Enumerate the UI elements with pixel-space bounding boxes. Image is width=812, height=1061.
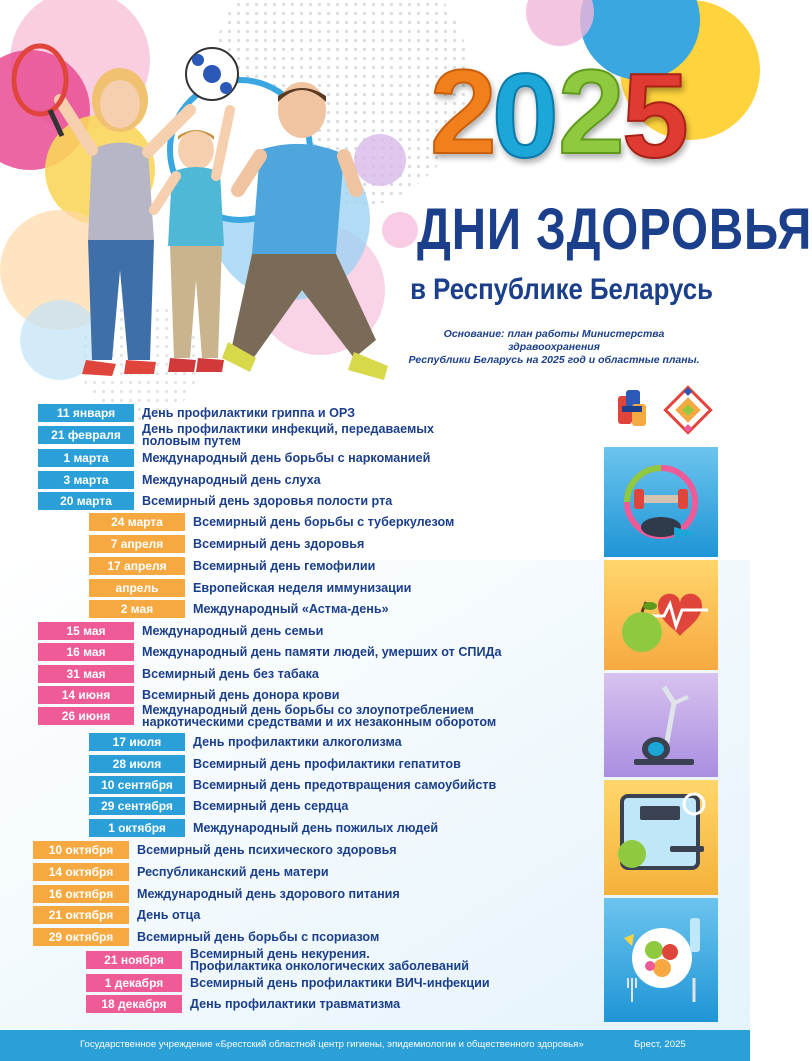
event-title-line: Всемирный день борьбы с псориазом [137,930,380,944]
event-title-line: Международный день борьбы со злоупотреблением [142,703,474,717]
event-title-line: Европейская неделя иммунизации [193,581,412,595]
event-title [190,948,469,972]
event-title [193,736,402,748]
event-date: 26 июня [38,707,134,725]
event-row [86,995,400,1013]
event-date: 18 декабря [86,995,182,1013]
year-digit: 5 [622,49,689,183]
event-row [38,686,340,704]
event-row [33,885,400,903]
event-title [137,909,200,921]
event-row [38,643,502,661]
event-title-line: Всемирный день профилактики гепатитов [193,757,461,771]
event-title-line: Международный день памяти людей, умерших от СПИДа [142,645,502,659]
event-date: апрель [89,579,185,597]
event-row [33,906,200,924]
event-date: 21 февраля [38,426,134,444]
event-title-line: Всемирный день некурения. [190,947,370,961]
event-date: 2 мая [89,600,185,618]
event-title-line: Международный день слуха [142,473,321,487]
exercise-machine-icon [604,673,718,777]
event-title-line: Республиканский день матери [137,865,329,879]
event-row [89,579,411,597]
event-title [193,779,496,791]
footer-place-year: Брест, 2025 [634,1039,686,1050]
food-panel [604,898,718,1022]
event-date: 28 июля [89,755,185,773]
event-title-line: Международный день семьи [142,624,324,638]
event-date: 3 марта [38,471,134,489]
event-title [142,704,496,728]
year-digit: 0 [492,49,559,183]
basis-note-line: Основание: план работы Министерства здравоохранения [443,328,665,353]
event-date: 17 июля [89,733,185,751]
logos [612,386,722,434]
event-date: 29 октября [33,928,129,946]
event-title-line: Всемирный день гемофилии [193,559,376,573]
event-date: 16 октября [33,885,129,903]
event-row [89,557,375,575]
event-row [38,404,355,422]
event-date: 29 сентября [89,797,185,815]
event-title-line: Всемирный день борьбы с туберкулезом [193,515,455,529]
heart-panel [604,560,718,670]
scales-icon [604,780,718,895]
event-row [38,471,321,489]
event-date: 1 марта [38,449,134,467]
event-title-line: День профилактики алкоголизма [193,735,402,749]
heart-apple-icon [604,560,718,670]
event-date: 1 декабря [86,974,182,992]
event-title [193,800,348,812]
event-title [193,822,438,834]
event-date: 16 мая [38,643,134,661]
event-date: 11 января [38,404,134,422]
event-row [33,841,397,859]
fitness-panel [604,447,718,557]
event-date: 14 октября [33,863,129,881]
event-row [86,947,470,973]
event-date: 14 июня [38,686,134,704]
event-title-line: Всемирный день донора крови [142,688,340,702]
event-row [38,703,497,729]
event-title [142,495,392,507]
event-title [137,844,397,856]
event-title-line: Международный день здорового питания [137,887,400,901]
event-row [89,535,364,553]
event-title-line: Всемирный день профилактики ВИЧ-инфекции [190,976,490,990]
event-title [142,474,321,486]
event-row [38,422,435,448]
event-row [89,776,496,794]
page-title: ДНИ ЗДОРОВЬЯ [417,197,812,262]
event-title-line: День отца [137,908,201,922]
event-title-line: День профилактики гриппа и ОРЗ [142,406,356,420]
event-title-line: Профилактика онкологических заболеваний [190,959,470,973]
event-row [89,513,454,531]
year-2025-graphic [430,45,700,185]
event-title-line: Всемирный день здоровья [193,537,365,551]
event-title-line: Всемирный день психического здоровья [137,843,397,857]
ministry-logo-icon [618,390,646,426]
footer [0,1030,750,1061]
event-date: 7 апреля [89,535,185,553]
event-title [193,603,389,615]
event-date: 31 мая [38,665,134,683]
event-title [137,866,329,878]
exercise-panel [604,673,718,777]
event-title-line: Всемирный день без табака [142,667,319,681]
event-title-line: Международный день пожилых людей [193,821,439,835]
event-date: 20 марта [38,492,134,510]
event-date: 17 апреля [89,557,185,575]
fitness-icon [604,447,718,557]
event-row [38,665,319,683]
event-title-line: Всемирный день предотвращения самоубийств [193,778,497,792]
event-date: 21 октября [33,906,129,924]
event-title [142,407,355,419]
family-illustration [20,40,390,400]
event-row [38,622,323,640]
scales-panel [604,780,718,895]
event-date: 21 ноября [86,951,182,969]
event-row [89,755,461,773]
event-row [38,492,392,510]
event-row [89,733,402,751]
event-row [89,797,348,815]
event-title [193,516,454,528]
event-title-line: Международный «Астма-день» [193,602,389,616]
event-date: 10 октября [33,841,129,859]
event-row [33,863,329,881]
event-row [89,819,438,837]
event-row [86,974,490,992]
event-title [142,668,319,680]
footer-organization: Государственное учреждение «Брестский областной центр гигиены, эпидемиологии и общественного здоровья» [80,1039,584,1050]
pattern-logo-icon [665,387,710,432]
event-row [38,449,430,467]
event-row [33,928,379,946]
page-subtitle: в Республике Беларусь [410,273,713,306]
event-title [142,452,430,464]
event-title [142,423,434,447]
event-title [137,931,379,943]
event-title-line: половым путем [142,434,241,448]
event-title [193,560,375,572]
event-title-line: наркотическими средствами и их незаконным оборотом [142,715,497,729]
event-title [193,582,411,594]
event-date: 10 сентября [89,776,185,794]
year-digit: 2 [430,45,497,179]
healthy-food-icon [604,898,718,1022]
basis-note [398,328,710,367]
event-title [142,625,323,637]
event-title-line: Всемирный день здоровья полости рта [142,494,393,508]
event-date: 24 марта [89,513,185,531]
event-title-line: Всемирный день сердца [193,799,349,813]
event-title [190,998,400,1010]
year-digit: 2 [558,45,625,179]
basis-note-line: Республики Беларусь на 2025 год и областные планы. [408,354,700,366]
event-title-line: День профилактики травматизма [190,997,401,1011]
event-date: 15 мая [38,622,134,640]
event-title [137,888,400,900]
event-title [193,538,364,550]
event-row [89,600,389,618]
event-date: 1 октября [89,819,185,837]
event-title [190,977,490,989]
event-title [142,689,340,701]
event-title [193,758,461,770]
event-title [142,646,502,658]
event-title-line: День профилактики инфекций, передаваемых [142,422,435,436]
event-title-line: Международный день борьбы с наркоманией [142,451,431,465]
